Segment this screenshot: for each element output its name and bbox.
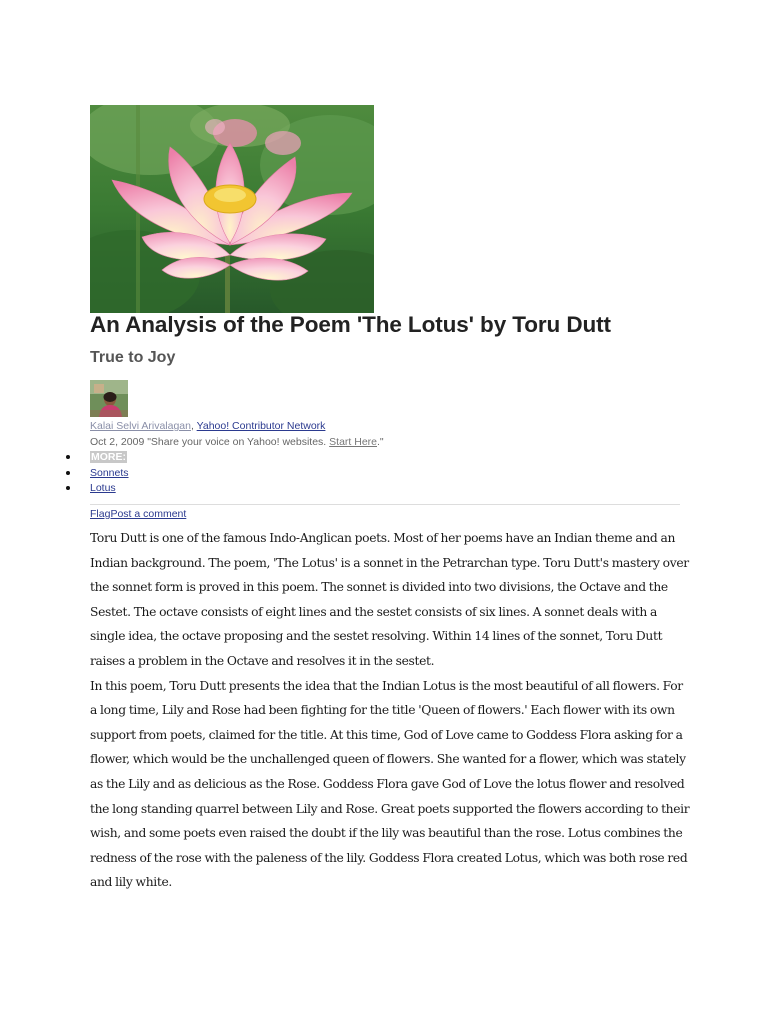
- more-label: MORE:: [91, 451, 126, 463]
- list-item: [66, 482, 129, 498]
- article-paragraph: In this poem, Toru Dutt presents the idea that the Indian Lotus is the most beautiful of all flowers. For a long time, Lily and Rose had been fighting for the title 'Queen of flowers.' Each flower with its own support from poets, claimed for the title. At this time, God of Love came to Goddess Flora asking for a flower, which would be the unchallenged queen of flowers. She wanted for a flower, which was stately as the Lily and as delicious as the Rose. Goddess Flora gave God of Love the lotus flower and resolved the long standing quarrel between Lily and Rose. Great poets supported the flowers according to their wish, and some poets even raised the doubt if the lily was beautiful than the rose. Lotus combines the redness of the rose with the paleness of the lily. Goddess Flora created Lotus, which was both rose red and lily white.: [90, 678, 690, 890]
- tag-link-lotus[interactable]: Lotus: [90, 482, 116, 494]
- article-byline: [90, 420, 325, 432]
- post-comment-link[interactable]: Post a comment: [110, 508, 187, 520]
- article-date-line: [90, 436, 384, 448]
- start-here-link[interactable]: Start Here: [329, 436, 378, 448]
- tag-link-sonnets[interactable]: Sonnets: [90, 466, 129, 479]
- list-item: [66, 451, 129, 467]
- article-paragraph: Toru Dutt is one of the famous Indo-Anglican poets. Most of her poems have an Indian theme and an Indian background. The poem, 'The Lotus' is a sonnet in the Petrarchan type. Toru Dutt's mastery over the sonnet form is proved in this poem. The sonnet is divided into two divisions, the Octave and the Sestet. The octave consists of eight lines and the sestet consists of six lines. A sonnet deals with a single idea, the octave proposing and the sestet resolving. Within 14 lines of the sonnet, Toru Dutt raises a problem in the Octave and resolves it in the sestet.: [90, 531, 689, 668]
- date-text: Oct 2, 2009 "Share your voice on Yahoo! websites.: [90, 436, 330, 448]
- list-item: [66, 467, 129, 483]
- date-suffix: .": [377, 436, 384, 448]
- author-avatar[interactable]: [90, 380, 128, 417]
- article-title: An Analysis of the Poem 'The Lotus' by Toru Dutt: [90, 312, 611, 337]
- divider: [90, 504, 680, 505]
- flag-link[interactable]: Flag: [90, 508, 111, 520]
- article-subtitle: True to Joy: [90, 349, 176, 366]
- article-actions: [90, 508, 186, 520]
- tag-list: [66, 451, 129, 498]
- contributor-network-link[interactable]: Yahoo! Contributor Network: [196, 420, 326, 432]
- byline-separator: ,: [190, 420, 197, 432]
- article-body: [90, 526, 690, 895]
- lotus-flower-image: [90, 105, 374, 313]
- author-link[interactable]: Kalai Selvi Arivalagan: [90, 420, 191, 432]
